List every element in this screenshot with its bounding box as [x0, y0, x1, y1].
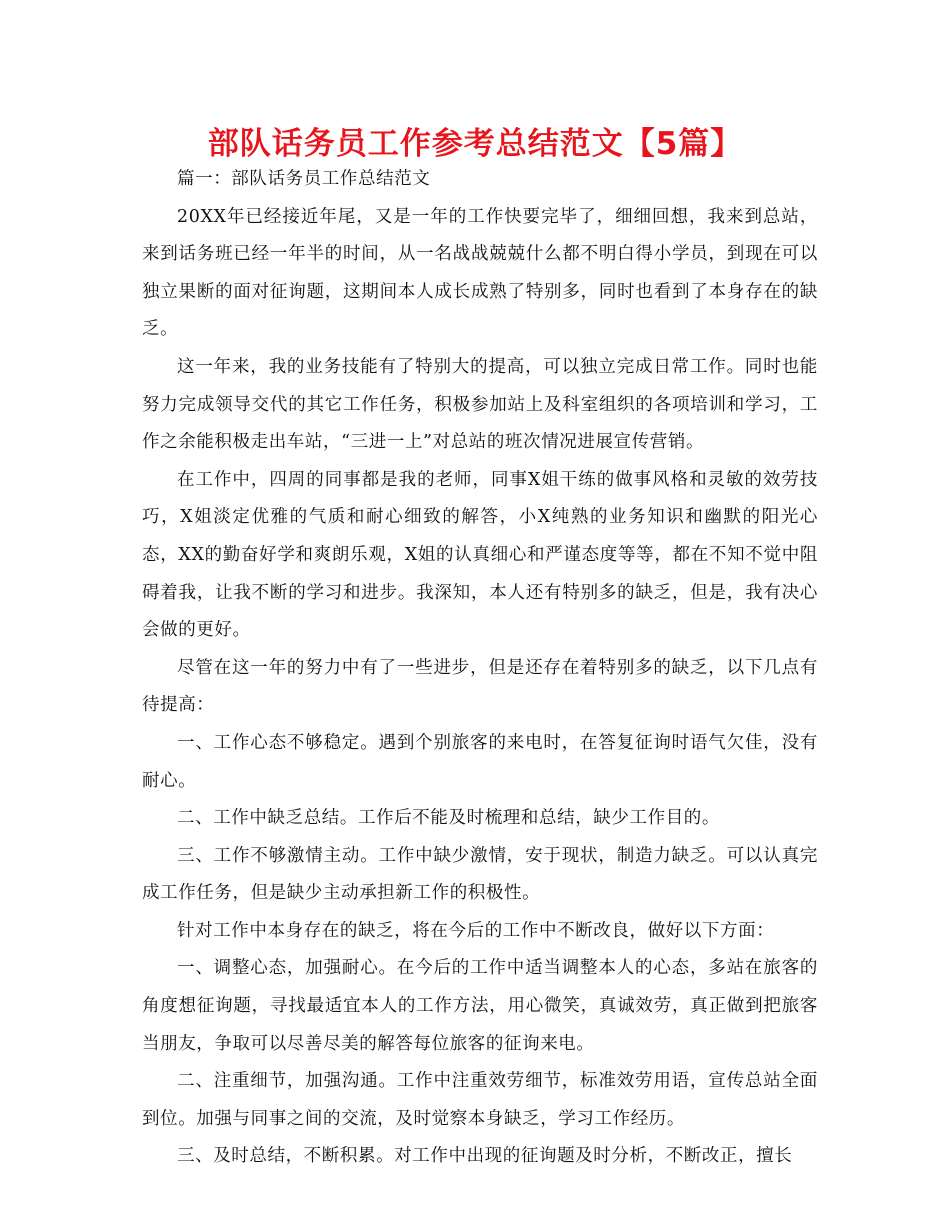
- paragraph: 一、工作心态不够稳定。遇到个别旅客的来电时，在答复征询时语气欠佳，没有耐心。: [142, 732, 818, 791]
- document-body: [142, 161, 818, 1176]
- paragraph: 20XX年已经接近年尾，又是一年的工作快要完毕了，细细回想，我来到总站，来到话务班已经一年半的时间，从一名战战兢兢什么都不明白得小学员，到现在可以独立果断的面对征询题，这期间本人成长成熟了特别多，同时也看到了本身存在的缺乏。: [142, 206, 818, 340]
- paragraph: 一、调整心态，加强耐心。在今后的工作中适当调整本人的心态，多站在旅客的角度想征询题，寻找最适宜本人的工作方法，用心微笑，真诚效劳，真正做到把旅客当朋友，争取可以尽善尽美的解答每位旅客的征询来电。: [142, 958, 818, 1054]
- paragraph: 三、工作不够激情主动。工作中缺少激情，安于现状，制造力缺乏。可以认真完成工作任务，但是缺少主动承担新工作的积极性。: [142, 845, 818, 904]
- paragraph: 二、注重细节，加强沟通。工作中注重效劳细节，标准效劳用语，宣传总站全面到位。加强与同事之间的交流，及时觉察本身缺乏，学习工作经历。: [142, 1071, 818, 1129]
- paragraph: 二、工作中缺乏总结。工作后不能及时梳理和总结，缺少工作目的。: [177, 808, 720, 829]
- paragraph: 尽管在这一年的努力中有了一些进步，但是还存在着特别多的缺乏，以下几点有待提高：: [142, 657, 818, 716]
- document-title: 部队话务员工作参考总结范文【5篇】: [207, 126, 743, 162]
- paragraph: 三、及时总结，不断积累。对工作中出现的征询题及时分析，不断改正，擅长: [177, 1146, 793, 1167]
- section-heading: 篇一：部队话务员工作总结范文: [177, 169, 431, 189]
- paragraph: 这一年来，我的业务技能有了特别大的提高，可以独立完成日常工作。同时也能努力完成领导交代的其它工作任务，积极参加站上及科室组织的各项培训和学习，工作之余能积极走出车站，“三进一上”对总站的班次情况进展宣传营销。: [142, 356, 818, 453]
- paragraph: 在工作中，四周的同事都是我的老师，同事X姐干练的做事风格和灵敏的效劳技巧，X姐淡定优雅的气质和耐心细致的解答，小X纯熟的业务知识和幽默的阳光心态，XX的勤奋好学和爽朗乐观，X姐的认真细心和严谨态度等等，都在不知不觉中阻碍着我，让我不断的学习和进步。我深知，本人还有特别多的缺乏，但是，我有决心会做的更好。: [142, 469, 818, 641]
- paragraph: 针对工作中本身存在的缺乏，将在今后的工作中不断改良，做好以下方面：: [177, 920, 775, 941]
